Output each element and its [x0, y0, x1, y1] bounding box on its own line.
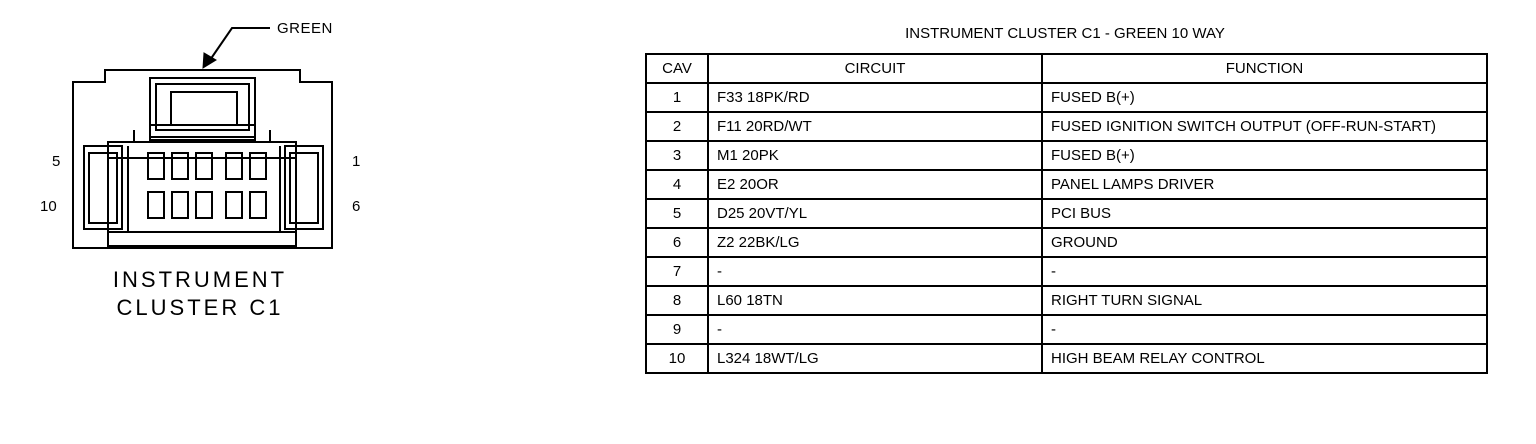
cell-cav: 2 [646, 112, 708, 141]
cell-circuit: Z2 22BK/LG [708, 228, 1042, 257]
table-row [646, 112, 1487, 141]
cell-cav: 9 [646, 315, 708, 344]
cell-circuit: M1 20PK [708, 141, 1042, 170]
connector-diagram [0, 0, 420, 444]
pin-label-top-right: 1 [352, 153, 361, 170]
cell-function: FUSED IGNITION SWITCH OUTPUT (OFF-RUN-START) [1042, 112, 1487, 141]
table-row [646, 315, 1487, 344]
cell-cav: 7 [646, 257, 708, 286]
cell-cav: 1 [646, 83, 708, 112]
cell-cav: 8 [646, 286, 708, 315]
cell-circuit: F11 20RD/WT [708, 112, 1042, 141]
connector-caption [90, 266, 310, 322]
cell-function: - [1042, 257, 1487, 286]
pinout-table [645, 53, 1488, 374]
header-circuit: CIRCUIT [708, 54, 1042, 83]
cell-function: GROUND [1042, 228, 1487, 257]
cell-circuit: L324 18WT/LG [708, 344, 1042, 373]
cell-circuit: D25 20VT/YL [708, 199, 1042, 228]
cell-cav: 10 [646, 344, 708, 373]
pin-label-top-left: 5 [52, 153, 61, 170]
connector-caption-line2: CLUSTER C1 [116, 295, 284, 320]
connector-caption-line1: INSTRUMENT [112, 267, 288, 292]
table-row [646, 286, 1487, 315]
cell-cav: 5 [646, 199, 708, 228]
cell-function: - [1042, 315, 1487, 344]
cell-function: HIGH BEAM RELAY CONTROL [1042, 344, 1487, 373]
cell-circuit: F33 18PK/RD [708, 83, 1042, 112]
cell-circuit: - [708, 315, 1042, 344]
table-row [646, 83, 1487, 112]
cell-circuit: - [708, 257, 1042, 286]
cell-function: RIGHT TURN SIGNAL [1042, 286, 1487, 315]
cell-circuit: L60 18TN [708, 286, 1042, 315]
table-row [646, 170, 1487, 199]
pin-label-bottom-right: 6 [352, 198, 361, 215]
table-header-row [646, 54, 1487, 83]
table-row [646, 257, 1487, 286]
cell-circuit: E2 20OR [708, 170, 1042, 199]
connector-color-label: GREEN [277, 20, 333, 37]
table-row [646, 228, 1487, 257]
connector-outline [0, 0, 420, 444]
cell-function: FUSED B(+) [1042, 83, 1487, 112]
table-row [646, 199, 1487, 228]
cell-cav: 6 [646, 228, 708, 257]
cell-cav: 3 [646, 141, 708, 170]
cell-function: PCI BUS [1042, 199, 1487, 228]
table-row [646, 141, 1487, 170]
header-function: FUNCTION [1042, 54, 1487, 83]
pin-label-bottom-left: 10 [40, 198, 57, 215]
header-cav: CAV [646, 54, 708, 83]
table-row [646, 344, 1487, 373]
table-title: INSTRUMENT CLUSTER C1 - GREEN 10 WAY [905, 25, 1225, 42]
cell-cav: 4 [646, 170, 708, 199]
cell-function: PANEL LAMPS DRIVER [1042, 170, 1487, 199]
cell-function: FUSED B(+) [1042, 141, 1487, 170]
